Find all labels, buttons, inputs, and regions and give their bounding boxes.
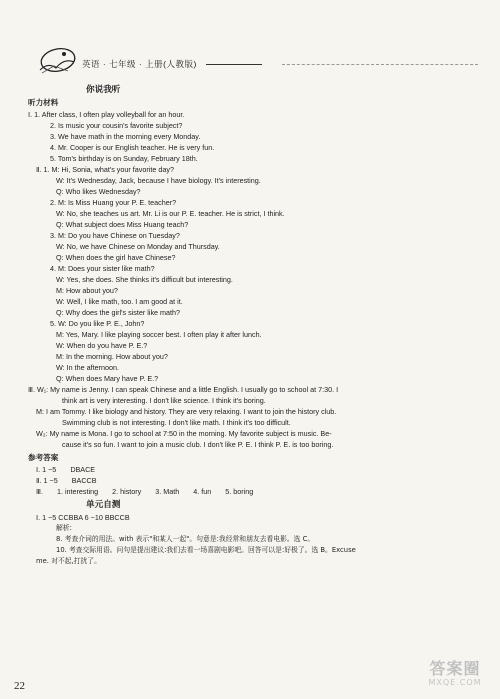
dialogue-line: Q: What subject does Miss Huang teach? [56,220,189,229]
answer-prefix: Ⅰ. 1 ~5 [36,465,57,474]
answer-item: DBACE [70,465,96,474]
listening-line: 4. Mr. Cooper is our English teacher. He is very fun. [50,143,215,152]
passage-line: Ⅲ. W₁: My name is Jenny. I can speak Chinese and a little English. I usually go to school at 7:30. I [28,385,339,394]
answer-prefix: Ⅱ. 1 ~5 [36,476,58,485]
answer-item: BACCB [71,476,97,485]
passage-line: M: I am Tommy. I like biology and history. They are very relaxing. I want to join the history club. [36,407,337,416]
analysis-line: 8. 考查介词的用法。with 表示"和某人一起"。句意是:我经常和朋友去看电影。选 C。 [56,535,315,543]
dialogue-line: Q: When does Mary have P. E.? [56,374,159,383]
section-title-materials: 听力材料 [28,98,59,107]
analysis-notes [28,534,476,567]
section-title-unit-test: 单元自测 [86,500,121,510]
listening-line: 5. Tom's birthday is on Sunday, February 18th. [50,154,198,163]
watermark-url: MXQE.COM [428,678,482,687]
unit-test-answers: Ⅰ. 1 ~5 CCBBA 6 ~10 BBCCB [36,513,130,522]
dialogue-line: Q: When does the girl have Chinese? [56,253,176,262]
dialogue-line: W: No, we have Chinese on Monday and Thursday. [56,242,220,251]
dialogue-line: Q: Why does the girl's sister like math? [56,308,181,317]
listening-part-3 [28,384,476,450]
dialogue-line: W: When do you have P. E.? [56,341,148,350]
answer-row [28,486,476,497]
passage-line: think art is very interesting. I don't like science. I think it's boring. [62,396,266,405]
dialogue-line: 3. M: Do you have Chinese on Tuesday? [50,231,180,240]
answer-row [28,464,476,475]
dialogue-line: W: In the afternoon. [56,363,119,372]
dialogue-line: 4. M: Does your sister like math? [50,264,155,273]
section-title-listen: 你说我听 [86,85,121,95]
analysis-label: 解析: [56,524,72,532]
dialogue-line: M: Yes, Mary. I like playing soccer best. I often play it after lunch. [56,330,262,339]
answer-row [28,475,476,486]
answer-item: 3. Math [155,487,180,496]
listening-line: Ⅰ. 1. After class, I often play volleyball for an hour. [28,110,185,119]
listening-part-1 [28,109,476,164]
dialogue-line: 5. W: Do you like P. E., John? [50,319,145,328]
header-title: 英语 · 七年级 · 上册(人教版) [82,59,197,69]
header-rule [206,64,262,65]
section-title-answers: 参考答案 [28,453,59,462]
watermark-text: 答案圈 [429,659,481,678]
listening-line: 2. Is music your cousin's favorite subject? [50,121,183,130]
page-number: 22 [14,680,25,692]
passage-line: Swimming club is not interesting. I don't like math. I think it's too difficult. [62,418,291,427]
dialogue-line: W: Yes, she does. She thinks it's difficult but interesting. [56,275,233,284]
passage-line: cause it's so fun. I want to join a music club. I don't like P. E. I think P. E. is too boring. [62,440,334,449]
dialogue-line: W: Well, I like math, too. I am good at it. [56,297,183,306]
dialogue-line: M: How about you? [56,286,118,295]
answer-item: 5. boring [225,487,254,496]
header-dashed-rule [282,64,478,65]
listening-part-2 [28,164,476,384]
dialogue-line: Ⅱ. 1. M: Hi, Sonia, what's your favorite day? [36,165,174,174]
dialogue-line: Q: Who likes Wednesday? [56,187,141,196]
answer-item: 2. history [112,487,142,496]
analysis-line: 10. 考查交际用语。问句是提出建议:我们去看一场喜剧电影吧。回答可以是:好极了。选 B。Excuse [56,546,356,554]
page-content [28,84,476,567]
answer-item: 1. interesting [56,487,99,496]
dialogue-line: W: It's Wednesday, Jack, because I have biology. It's interesting. [56,176,261,185]
page-header [0,0,500,80]
dialogue-line: 2. M: Is Miss Huang your P. E. teacher? [50,198,177,207]
dialogue-line: W: No, she teaches us art. Mr. Li is our P. E. teacher. He is strict, I think. [56,209,285,218]
answer-prefix: Ⅲ. [36,487,43,496]
analysis-line: me. 对不起,打扰了。 [36,557,101,565]
answer-item: 4. fun [193,487,212,496]
watermark-logo [418,660,492,694]
listening-line: 3. We have math in the morning every Monday. [50,132,201,141]
answer-key [28,464,476,497]
passage-line: W₂: My name is Mona. I go to school at 7:50 in the morning. My favorite subject is music. Be- [36,429,332,438]
book-logo-icon [34,44,78,78]
dialogue-line: M: In the morning. How about you? [56,352,168,361]
